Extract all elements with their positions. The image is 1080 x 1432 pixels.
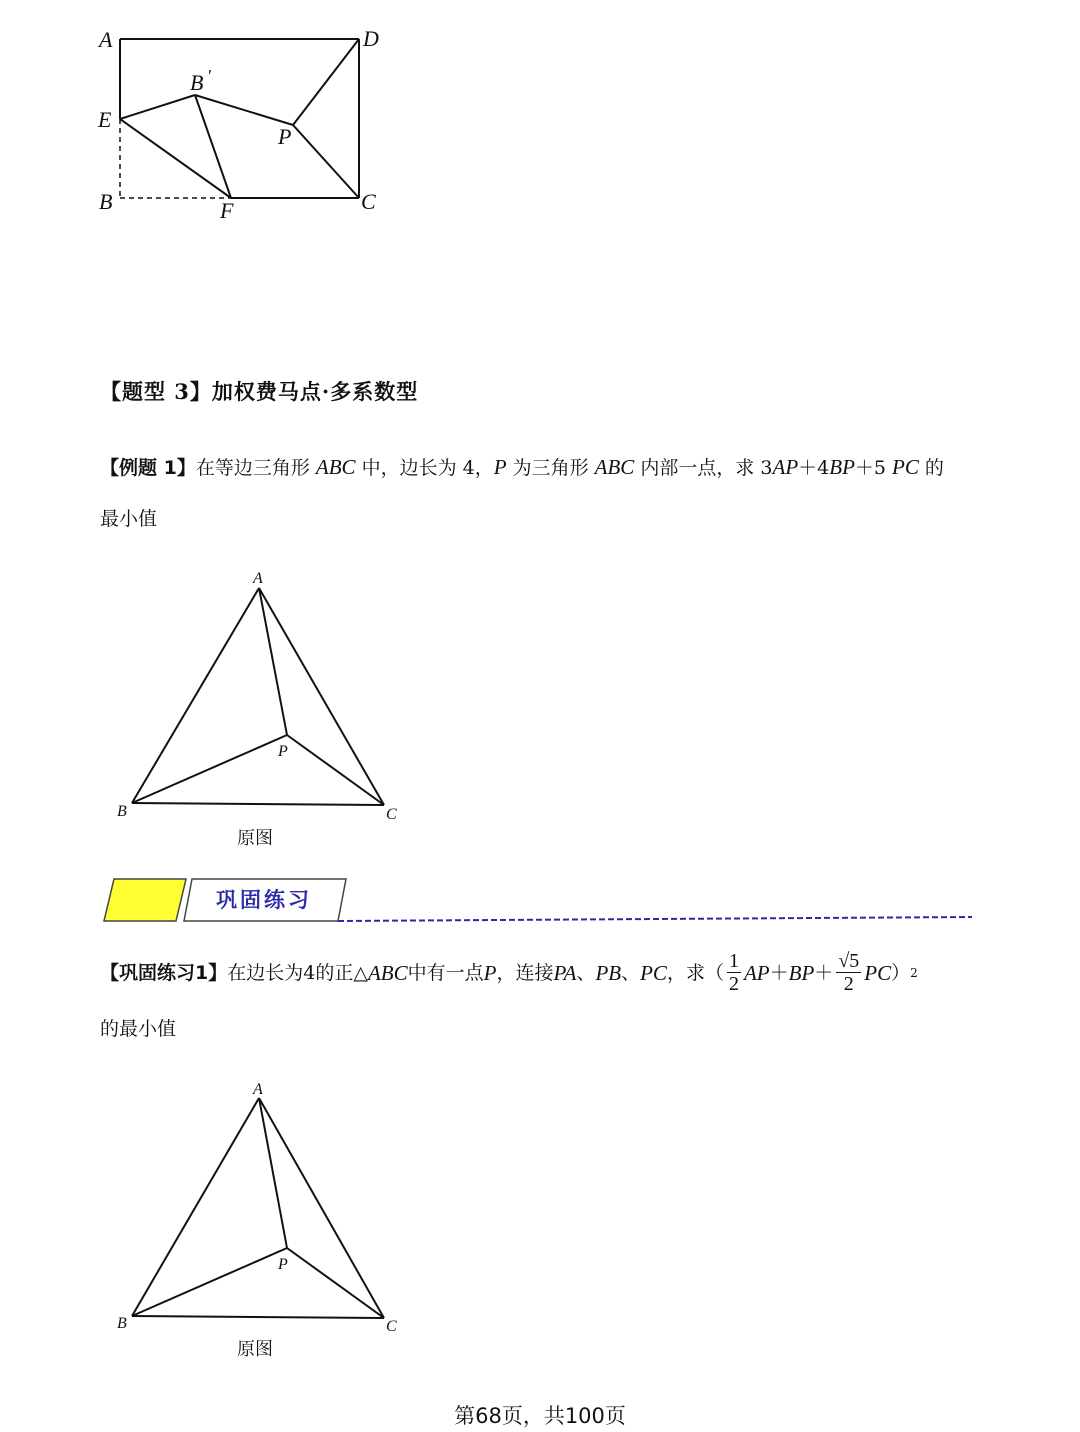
fraction-one-half <box>727 950 741 995</box>
label-prime: ′ <box>207 66 211 86</box>
label-P: P <box>278 124 292 149</box>
tri1-label-A: A <box>253 570 263 587</box>
text: 内部一点，求 3 <box>634 457 773 479</box>
text: 中，边长为 4， <box>355 457 494 479</box>
figure-1-caption: 原图 <box>237 828 273 849</box>
text: ） <box>891 961 911 984</box>
tri2-label-B: B <box>117 1315 127 1332</box>
math: PC <box>640 960 667 985</box>
label-B: B <box>99 189 113 214</box>
banner-label <box>183 878 345 920</box>
tri1-label-C: C <box>386 806 397 823</box>
text: ＋ <box>814 961 834 984</box>
figure-2-caption: 原图 <box>237 1339 273 1360</box>
page-number-footer: 第68页，共100页 <box>454 1404 626 1428</box>
label-F: F <box>220 198 234 223</box>
text: 为三角形 <box>506 457 595 479</box>
math: AP <box>772 455 799 479</box>
math: ABC <box>367 960 408 985</box>
text: 中有一点 <box>407 961 484 984</box>
math: PA <box>553 960 577 985</box>
label-D: D <box>363 26 379 51</box>
exercise-1-text <box>100 950 918 995</box>
banner-label-text: 巩固练习 <box>216 888 312 912</box>
tri1-label-P: P <box>278 743 288 760</box>
exponent: 2 <box>910 965 918 980</box>
text: ，连接 <box>496 961 554 984</box>
math: P <box>483 960 497 985</box>
math: ABC <box>315 455 356 479</box>
text: ＋4 <box>798 457 830 479</box>
text: 、 <box>576 961 596 984</box>
math: PC <box>892 455 919 479</box>
text: ＋ <box>769 961 789 984</box>
math: ABC <box>594 455 635 479</box>
tri2-label-C: C <box>386 1318 397 1334</box>
text: 、 <box>621 961 641 984</box>
fraction-numerator: 1 <box>728 950 739 972</box>
text: 在等边三角形 <box>195 457 316 479</box>
section-title: 【题型 3】加权费马点·多系数型 <box>100 379 419 404</box>
text: ＋5 <box>854 457 893 479</box>
text: 在边长为4的正△ <box>227 961 368 984</box>
text: 的 <box>918 457 944 479</box>
fold-rectangle-figure <box>90 20 400 230</box>
exercise-1-line2: 的最小值 <box>100 1018 177 1040</box>
tri1-label-B: B <box>117 803 127 820</box>
fraction-numerator: √5 <box>838 950 860 972</box>
triangle-figure-1 <box>110 562 410 824</box>
exercise-1-tag: 【巩固练习1】 <box>100 961 228 984</box>
math: P <box>493 455 507 479</box>
label-C: C <box>361 189 376 214</box>
fraction-denominator: 2 <box>843 973 854 995</box>
label-A: A <box>99 27 113 52</box>
math: PC <box>864 960 892 985</box>
banner-swatch <box>104 879 186 921</box>
example-1-text <box>100 452 944 483</box>
tri2-label-P: P <box>278 1256 288 1273</box>
fraction-root5-half <box>836 950 861 995</box>
example-1-line2: 最小值 <box>100 508 158 530</box>
text: ，求（ <box>666 961 724 984</box>
math: AP <box>743 960 770 985</box>
label-B-prime: B <box>190 70 204 95</box>
label-E: E <box>98 107 112 132</box>
math: BP <box>788 960 815 985</box>
example-1-tag: 【例题 1】 <box>100 457 196 479</box>
triangle-figure-2 <box>110 1072 410 1334</box>
fraction-denominator: 2 <box>728 973 739 995</box>
math: BP <box>829 455 855 479</box>
tri2-label-A: A <box>253 1081 263 1098</box>
math: PB <box>595 960 622 985</box>
